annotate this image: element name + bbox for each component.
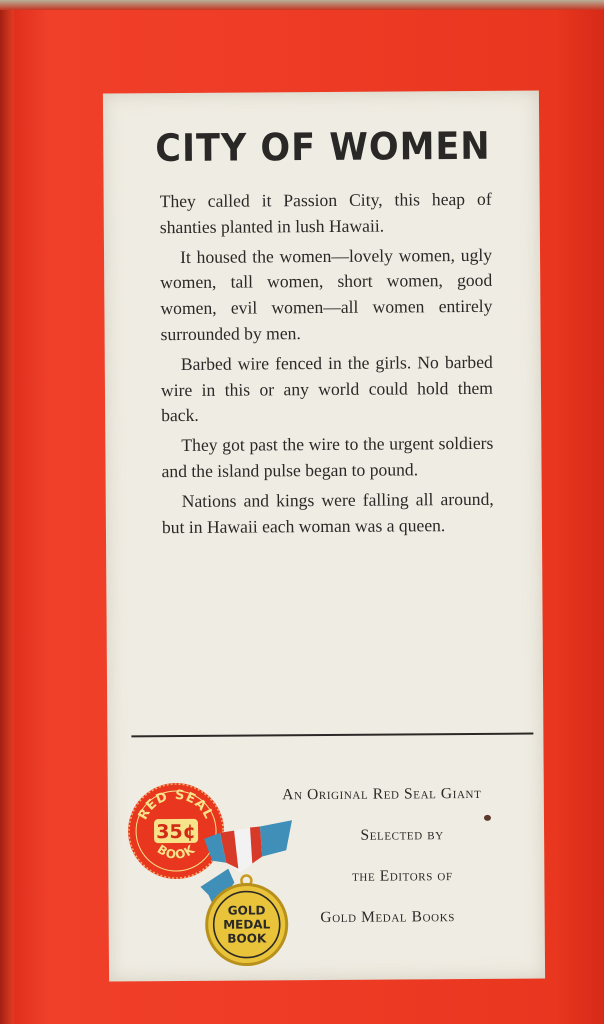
paper-speck xyxy=(484,815,491,821)
medal-text-gold: GOLD xyxy=(227,903,266,918)
blurb-paragraph-3: Barbed wire fenced in the girls. No barbed wire in this or any world could hold them back. xyxy=(160,351,494,426)
cover-spine-edge xyxy=(0,0,14,1024)
seal-price: 35¢ xyxy=(156,820,196,844)
seal-bottom-text: BOOK xyxy=(154,841,198,862)
blurb-paragraph-1: They called it Passion City, this heap of shanties planted in lush Hawaii. xyxy=(159,188,492,237)
seal-top-text: RED SEAL xyxy=(135,787,217,823)
cover-top-edge xyxy=(0,0,604,10)
section-divider xyxy=(131,733,533,738)
blurb-paragraph-2: It housed the women—lovely women, ugly women, tall women, short women, good women, evil women—all women entirely surrounded by men. xyxy=(160,244,493,345)
credits-line-4: Gold Medal Books xyxy=(320,908,455,927)
medal-text-book: BOOK xyxy=(227,931,267,946)
blurb-paragraph-5: Nations and kings were falling all around, but in Hawaii each woman was a queen. xyxy=(161,488,494,537)
credits-line-1: An Original Red Seal Giant xyxy=(282,784,482,804)
blurb-paragraph-4: They got past the wire to the urgent soldiers and the island pulse began to pound. xyxy=(161,432,494,482)
medal-text-medal: MEDAL xyxy=(223,917,271,932)
credits-line-2: Selected by xyxy=(360,826,444,844)
publisher-credits xyxy=(282,773,517,939)
credits-line-3: the Editors of xyxy=(352,867,453,885)
gold-medal-icon xyxy=(200,816,301,967)
blurb-text xyxy=(160,187,494,545)
blurb-panel xyxy=(103,90,545,981)
book-title: CITY OF WOMEN xyxy=(155,125,491,171)
